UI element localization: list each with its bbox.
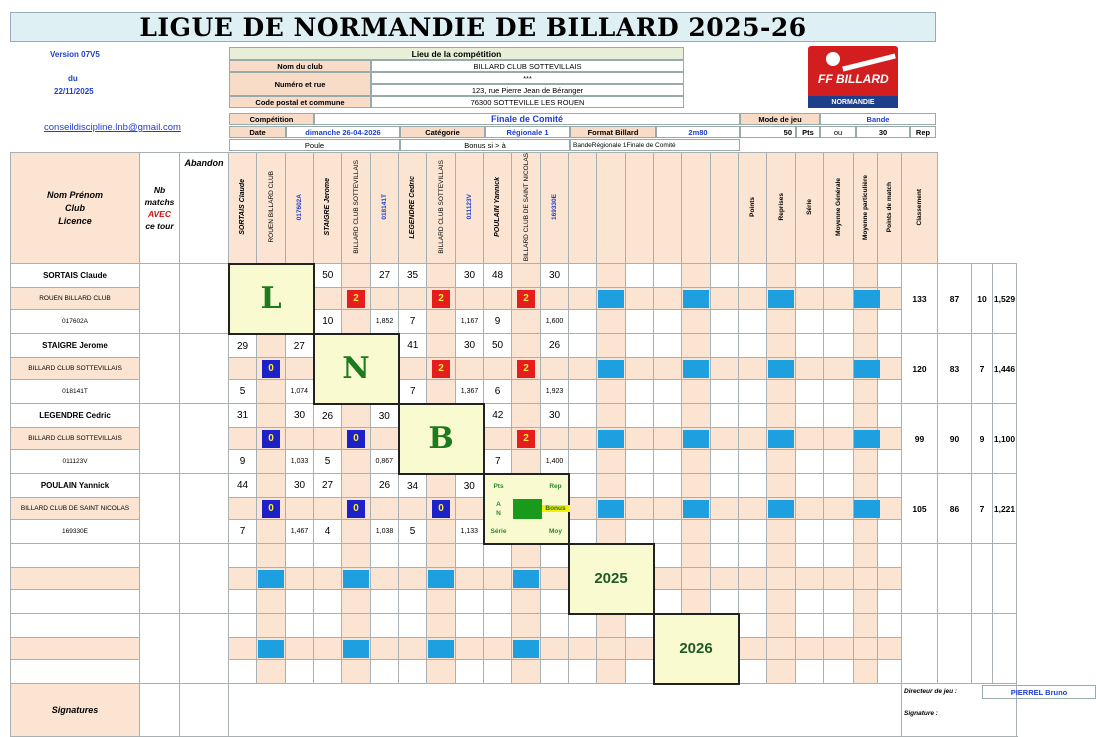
m-0-2-moy[interactable]: 1,167 [456, 310, 484, 334]
col-name-0: SORTAIS Claude [229, 153, 257, 264]
player-0-stat-0: 133 [902, 264, 938, 334]
m-1-3-pts[interactable]: 50 [484, 334, 512, 358]
hdr-abandon: Abandon [180, 153, 229, 264]
m-0-1-rep[interactable]: 27 [371, 264, 399, 288]
m-1-0-rep[interactable]: 27 [286, 334, 314, 358]
blue-cell-icon [598, 360, 624, 378]
cue-icon [842, 54, 896, 72]
m-2-3-pts[interactable]: 42 [484, 404, 512, 428]
year-cell-0 [569, 544, 654, 614]
info-label: BandeRégionale 1Finale de Comité [570, 139, 740, 151]
player-0-info-2: 017602A [11, 310, 140, 334]
player-2-stat-1: 90 [938, 404, 972, 474]
player-0-stat-1: 87 [938, 264, 972, 334]
player-2-info-1: BILLARD CLUB SOTTEVILLAIS [11, 428, 140, 450]
directeur-cell[interactable] [902, 684, 1068, 737]
date-value: dimanche 26-04-2026 [286, 126, 400, 138]
player-0-info-0: SORTAIS Claude [11, 264, 140, 288]
m-0-3-rep[interactable]: 30 [541, 264, 569, 288]
player-1-stat-2: 7 [972, 334, 993, 404]
m-0-1-pts[interactable]: 50 [314, 264, 342, 288]
blue-cell-icon [343, 570, 369, 588]
player-3-info-2: 169330E [11, 520, 140, 544]
blue-cell-icon [683, 430, 709, 448]
player-1-stat-1: 83 [938, 334, 972, 404]
player-3-stat-2: 7 [972, 474, 993, 544]
blue-cell-icon [598, 500, 624, 518]
player-2-abandon[interactable] [180, 404, 229, 474]
m-1-2-pm: 2 [432, 360, 450, 378]
m-3-0-rep[interactable]: 30 [286, 474, 314, 498]
lieu-rue-2: 123, rue Pierre Jean de Béranger [371, 84, 684, 96]
year-cell-1 [654, 614, 739, 684]
m-2-0-moy[interactable]: 1,033 [286, 450, 314, 474]
blue-cell-icon [598, 290, 624, 308]
m-3-1-moy[interactable]: 1,038 [371, 520, 399, 544]
m-2-1-moy[interactable]: 0,867 [371, 450, 399, 474]
player-1-info-0: STAIGRE Jerome [11, 334, 140, 358]
blue-cell-icon [854, 290, 880, 308]
col-name-3: POULAIN Yannick [484, 153, 512, 264]
blue-cell-icon [598, 430, 624, 448]
col-club-1: BILLARD CLUB SOTTEVILLAIS [342, 153, 371, 264]
blue-cell-icon [768, 500, 794, 518]
diag-letter-1: N [342, 351, 370, 387]
blue-cell-icon [854, 500, 880, 518]
lieu-label-rue: Numéro et rue [229, 72, 371, 96]
ou-label: ou [820, 126, 856, 138]
blue-cell-icon [854, 430, 880, 448]
hdr-stat-0: Points [739, 153, 767, 264]
ff-billard-logo: FF BILLARD NORMANDIE [808, 46, 898, 108]
player-3-abandon[interactable] [180, 474, 229, 544]
m-3-1-pts[interactable]: 27 [314, 474, 342, 498]
diag-letter-2: B [428, 421, 454, 457]
m-2-1-pts[interactable]: 26 [314, 404, 342, 428]
m-3-1-pm: 0 [347, 500, 365, 518]
year-label-1: 2026 [679, 640, 713, 658]
m-0-2-pm: 2 [432, 290, 450, 308]
du-label: du [68, 74, 78, 83]
blue-cell-icon [683, 360, 709, 378]
player-2-info-2: 011123V [11, 450, 140, 474]
date-label: Date [229, 126, 286, 138]
m-1-2-serie[interactable]: 7 [399, 380, 427, 404]
player-3-nb[interactable] [140, 474, 180, 544]
col-name-1: STAIGRE Jerome [314, 153, 342, 264]
m-0-1-moy[interactable]: 1,852 [371, 310, 399, 334]
lieu-club: BILLARD CLUB SOTTEVILLAIS [371, 60, 684, 72]
lieu-title: Lieu de la compétition [229, 47, 684, 60]
player-3-stat-0: 105 [902, 474, 938, 544]
col-club-0: ROUEN BILLARD CLUB [257, 153, 286, 264]
m-1-3-moy[interactable]: 1,923 [541, 380, 569, 404]
diag-cell-0 [229, 264, 314, 334]
email-link[interactable]: conseildiscipline.lnb@gmail.com [44, 122, 181, 133]
hdr-licence: Licence [58, 215, 92, 226]
blue-cell-icon [683, 500, 709, 518]
lieu-cp: 76300 SOTTEVILLE LES ROUEN [371, 96, 684, 108]
m-3-0-moy[interactable]: 1,467 [286, 520, 314, 544]
blue-cell-icon [513, 640, 539, 658]
blue-cell-icon [768, 360, 794, 378]
player-1-stat-0: 120 [902, 334, 938, 404]
m-1-2-rep[interactable]: 30 [456, 334, 484, 358]
lieu-label-club: Nom du club [229, 60, 371, 72]
rep-value: 30 [856, 126, 910, 138]
categorie-value: Régionale 1 [485, 126, 570, 138]
m-1-3-pm: 2 [517, 360, 535, 378]
m-2-0-pm: 0 [262, 430, 280, 448]
player-2-info-0: LEGENDRE Cedric [11, 404, 140, 428]
categorie-label: Catégorie [400, 126, 485, 138]
m-1-0-pts[interactable]: 29 [229, 334, 257, 358]
blue-cell-icon [768, 290, 794, 308]
m-3-0-pts[interactable]: 44 [229, 474, 257, 498]
directeur-label: Directeur de jeu : [904, 688, 958, 696]
m-0-3-pts[interactable]: 48 [484, 264, 512, 288]
m-3-2-pts[interactable]: 34 [399, 474, 427, 498]
year-label-0: 2025 [594, 570, 628, 588]
m-0-3-serie[interactable]: 9 [484, 310, 512, 334]
player-1-stat-3: 1,446 [993, 334, 1017, 404]
player-3-stat-1: 86 [938, 474, 972, 544]
blue-cell-icon [428, 570, 454, 588]
player-3-info-1: BILLARD CLUB DE SAINT NICOLAS [11, 498, 140, 520]
m-2-3-moy[interactable]: 1,400 [541, 450, 569, 474]
player-2-nb[interactable] [140, 404, 180, 474]
player-0-stat-3: 1,529 [993, 264, 1017, 334]
m-1-2-pts[interactable]: 41 [399, 334, 427, 358]
blue-cell-icon [343, 640, 369, 658]
hdr-stat-5: Points de match [878, 153, 902, 264]
m-2-3-serie[interactable]: 7 [484, 450, 512, 474]
rep-label: Rep [910, 126, 936, 138]
m-0-2-rep[interactable]: 30 [456, 264, 484, 288]
legend-cell: Pts Rep A N Bonus Série Moy [484, 474, 569, 544]
m-0-2-serie[interactable]: 7 [399, 310, 427, 334]
m-0-1-pm: 2 [347, 290, 365, 308]
m-3-0-pm: 0 [262, 500, 280, 518]
m-3-2-pm: 0 [432, 500, 450, 518]
m-2-1-serie[interactable]: 5 [314, 450, 342, 474]
m-1-2-moy[interactable]: 1,367 [456, 380, 484, 404]
player-0-nb[interactable] [140, 264, 180, 334]
blue-cell-icon [428, 640, 454, 658]
diag-cell-2 [399, 404, 484, 474]
m-3-0-serie[interactable]: 7 [229, 520, 257, 544]
m-2-3-pm: 2 [517, 430, 535, 448]
player-1-nb[interactable] [140, 334, 180, 404]
m-1-0-serie[interactable]: 5 [229, 380, 257, 404]
lieu-label-cp: Code postal et commune [229, 96, 371, 108]
m-0-3-moy[interactable]: 1,600 [541, 310, 569, 334]
hdr-stat-4: Moyenne particulière [854, 153, 878, 264]
lieu-rue-1: *** [371, 72, 684, 84]
directeur-value: PIERREL Bruno [982, 685, 1096, 699]
m-3-1-serie[interactable]: 4 [314, 520, 342, 544]
hdr-stat-1: Reprises [767, 153, 796, 264]
pts-label: Pts [796, 126, 820, 138]
poule-label: Poule [229, 139, 400, 151]
player-0-stat-2: 10 [972, 264, 993, 334]
blue-cell-icon [513, 570, 539, 588]
diag-cell-1 [314, 334, 399, 404]
ball-icon [826, 52, 840, 66]
m-2-1-rep[interactable]: 30 [371, 404, 399, 428]
m-1-3-rep[interactable]: 26 [541, 334, 569, 358]
mode-value: Bande [820, 113, 936, 125]
player-1-info-2: 018141T [11, 380, 140, 404]
pts-value: 50 [740, 126, 796, 138]
m-3-2-rep[interactable]: 30 [456, 474, 484, 498]
signature-label: Signature : [904, 710, 938, 718]
col-club-3: BILLARD CLUB DE SAINT NICOLAS [512, 153, 541, 264]
competition-value: Finale de Comité [314, 113, 740, 125]
results-grid [10, 152, 1068, 737]
m-1-3-serie[interactable]: 6 [484, 380, 512, 404]
m-2-0-rep[interactable]: 30 [286, 404, 314, 428]
version-label: Version 07V5 [50, 50, 100, 59]
document-date: 22/11/2025 [54, 87, 94, 96]
m-2-1-pm: 0 [347, 430, 365, 448]
m-3-2-moy[interactable]: 1,133 [456, 520, 484, 544]
blue-cell-icon [258, 640, 284, 658]
m-0-2-pts[interactable]: 35 [399, 264, 427, 288]
m-0-3-pm: 2 [517, 290, 535, 308]
m-2-0-serie[interactable]: 9 [229, 450, 257, 474]
col-lic-0: 017602A [286, 153, 314, 264]
m-3-2-serie[interactable]: 5 [399, 520, 427, 544]
blue-cell-icon [683, 290, 709, 308]
m-1-0-moy[interactable]: 1,074 [286, 380, 314, 404]
col-lic-2: 011123V [456, 153, 484, 264]
player-2-stat-3: 1,100 [993, 404, 1017, 474]
blue-cell-icon [854, 360, 880, 378]
player-2-stat-2: 9 [972, 404, 993, 474]
player-1-abandon[interactable] [180, 334, 229, 404]
format-label: Format Billard [570, 126, 656, 138]
player-2-stat-0: 99 [902, 404, 938, 474]
m-2-0-pts[interactable]: 31 [229, 404, 257, 428]
m-2-3-rep[interactable]: 30 [541, 404, 569, 428]
player-0-abandon[interactable] [180, 264, 229, 334]
col-club-2: BILLARD CLUB SOTTEVILLAIS [427, 153, 456, 264]
diag-letter-0: L [260, 281, 282, 317]
hdr-nb-matchs: Nb matchs AVEC ce tour [140, 153, 180, 264]
player-0-info-1: ROUEN BILLARD CLUB [11, 288, 140, 310]
m-1-0-pm: 0 [262, 360, 280, 378]
player-3-info-0: POULAIN Yannick [11, 474, 140, 498]
m-0-1-serie[interactable]: 10 [314, 310, 342, 334]
mode-label: Mode de jeu [740, 113, 820, 125]
page-title: LIGUE DE NORMANDIE DE BILLARD 2025-26 [10, 12, 936, 42]
signatures-label: Signatures [51, 705, 99, 716]
hdr-club: Club [65, 202, 85, 213]
col-lic-3: 169330E [541, 153, 569, 264]
col-lic-1: 018141T [371, 153, 399, 264]
format-value: 2m80 [656, 126, 740, 138]
hdr-stat-2: Série [796, 153, 824, 264]
player-1-info-1: BILLARD CLUB SOTTEVILLAIS [11, 358, 140, 380]
blue-cell-icon [258, 570, 284, 588]
hdr-stat-3: Moyenne Générale [824, 153, 854, 264]
m-3-1-rep[interactable]: 26 [371, 474, 399, 498]
blue-cell-icon [768, 430, 794, 448]
player-3-stat-3: 1,221 [993, 474, 1017, 544]
hdr-stat-6: Classement [902, 153, 938, 264]
bonus-label: Bonus si > à [400, 139, 570, 151]
hdr-player: Nom Prénom [46, 189, 103, 200]
col-name-2: LEGENDRE Cedric [399, 153, 427, 264]
competition-label: Compétition [229, 113, 314, 125]
